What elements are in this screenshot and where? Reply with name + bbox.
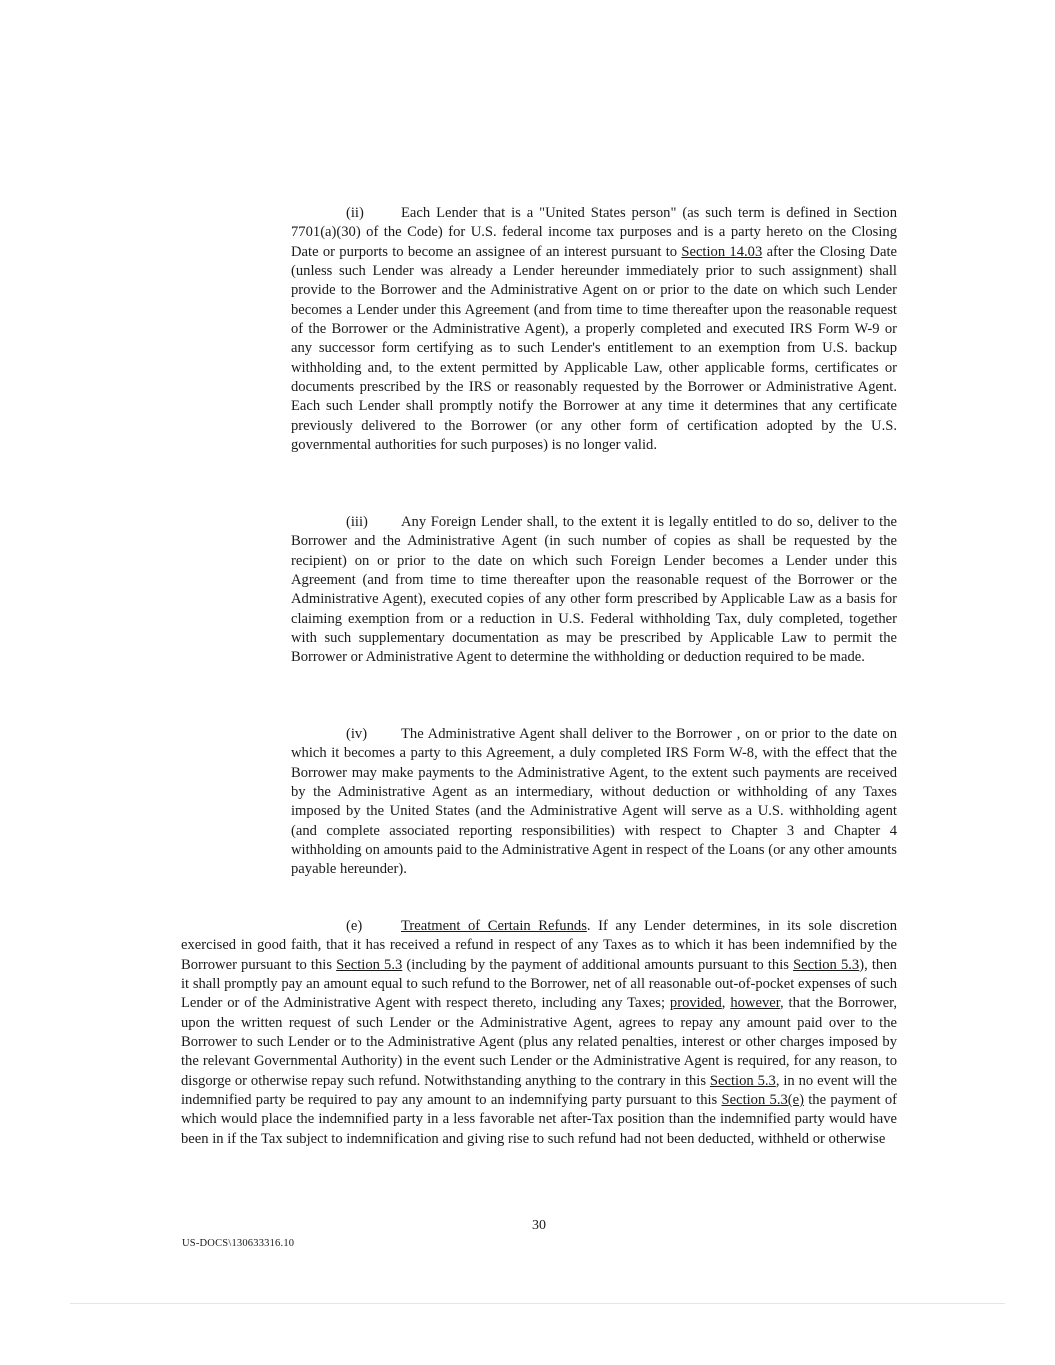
paragraph-label: (iv): [346, 726, 368, 742]
paragraph-e-refunds: [181, 917, 897, 1149]
text-run: (including by the payment of additional amounts pursuant to this: [402, 956, 794, 973]
text-run: ), then it shall promptly pay an amount equal to such refund to the Borrower, net of all reasonable out-of-pocket expenses of such Lender or of the Administrative Agent with respect thereto, including any Taxes;: [181, 956, 897, 1012]
paragraph-ii: [291, 204, 897, 455]
text-run: The Administrative Agent shall deliver to the Borrower , on or prior to the date on which it becomes a party to this Agreement, a duly completed IRS Form W-8, with the effect that the Borrower may make payments to the Administrative Agent, to the extent such payments are received by the Administrative Agent as an intermediary, without deduction or withholding of any Taxes imposed by the United States (and the Administrative Agent will serve as a U.S. withholding agent (and complete associated reporting responsibilities) with respect to Chapter 3 and Chapter 4 withholding on amounts paid to the Administrative Agent in respect of the Loans (or any other amounts payable hereunder).: [291, 726, 897, 878]
cross-reference: Section 5.3: [793, 956, 860, 973]
page-number: 30: [532, 1218, 546, 1233]
text-run: after the Closing Date (unless such Lender was already a Lender hereunder immediately prior to such assignment) shall provide to the Borrower and the Administrative Agent on or prior to the date on which such Lender becomes a Lender under this Agreement (and from time to time thereafter upon the reasonable request of the Borrower or the Administrative Agent), a properly completed and executed IRS Form W-9 or any successor form certifying as to such Lender's entitlement to an exemption from U.S. backup withholding and, to the extent permitted by Applicable Law, other applicable forms, certificates or documents prescribed by the IRS or reasonably requested by the Borrower or Administrative Agent. Each such Lender shall promptly notify the Borrower at any time it determines that any certificate previously delivered to the Borrower (or any other form of certification adopted by the U.S. governmental authorities for such purposes) is no longer valid.: [291, 243, 897, 454]
text-run: . If any Lender determines, in its sole discretion exercised in good faith, that it has received a refund in respect of any Taxes as to which it has been indemnified by the Borrower pursuant to this: [181, 918, 897, 973]
cross-reference: provided: [669, 995, 722, 1012]
cross-reference: Section 5.3: [709, 1072, 776, 1089]
cross-reference: Section 5.3: [336, 956, 403, 973]
paragraph-iv: [291, 725, 897, 880]
cross-reference: however: [730, 995, 780, 1012]
text-run: , that the Borrower, upon the written request of such Lender or the Administrative Agent, agrees to repay any amount paid over to the Borrower to such Lender or to the Administrative Agent (plus any related penalties, interest or other charges imposed by the relevant Governmental Authority) in the event such Lender or the Administrative Agent is required, for any reason, to disgorge or otherwise repay such refund. Notwithstanding anything to the contrary in this: [181, 995, 897, 1089]
text-run: , in no event will the indemnified party be required to pay any amount to an indemnifying party pursuant to this: [181, 1072, 897, 1109]
bottom-divider: [70, 1303, 1005, 1304]
text-run: ,: [721, 995, 731, 1012]
document-id: US-DOCS\130633316.10: [182, 1238, 295, 1249]
cross-reference: Section 5.3(e): [721, 1092, 804, 1109]
text-run: Any Foreign Lender shall, to the extent it is legally entitled to do so, deliver to the Borrower and the Administrative Agent (in such number of copies as shall be requested by the recipient) on or prior to the date on which such Foreign Lender becomes a Lender under this Agreement (and from time to time thereafter upon the reasonable request of the Borrower or the Administrative Agent), executed copies of any other form prescribed by Applicable Law as a basis for claiming exemption from or a reduction in U.S. Federal withholding Tax, duly completed, together with such supplementary documentation as may be prescribed by Applicable Law to permit the Borrower or Administrative Agent to determine the withholding or deduction required to be made.: [291, 514, 897, 666]
paragraph-label: (iii): [346, 514, 368, 530]
paragraph-label: (ii): [346, 205, 364, 221]
paragraph-label: (e): [346, 918, 363, 934]
paragraph-iii: [291, 513, 897, 668]
cross-reference: Treatment of Certain Refunds: [401, 918, 587, 934]
cross-reference: Section 14.03: [681, 243, 763, 260]
text-run: the payment of which would place the indemnified party in a less favorable net after-Tax position than the indemnified party would have been in if the Tax subject to indemnification and giving rise to such refund had not been deducted, withheld or otherwise: [181, 1092, 897, 1147]
text-run: Each Lender that is a "United States person" (as such term is defined in Section 7701(a)(30) of the Code) for U.S. federal income tax purposes and is a party hereto on the Closing Date or purports to become an assignee of an interest pursuant to: [291, 205, 897, 260]
